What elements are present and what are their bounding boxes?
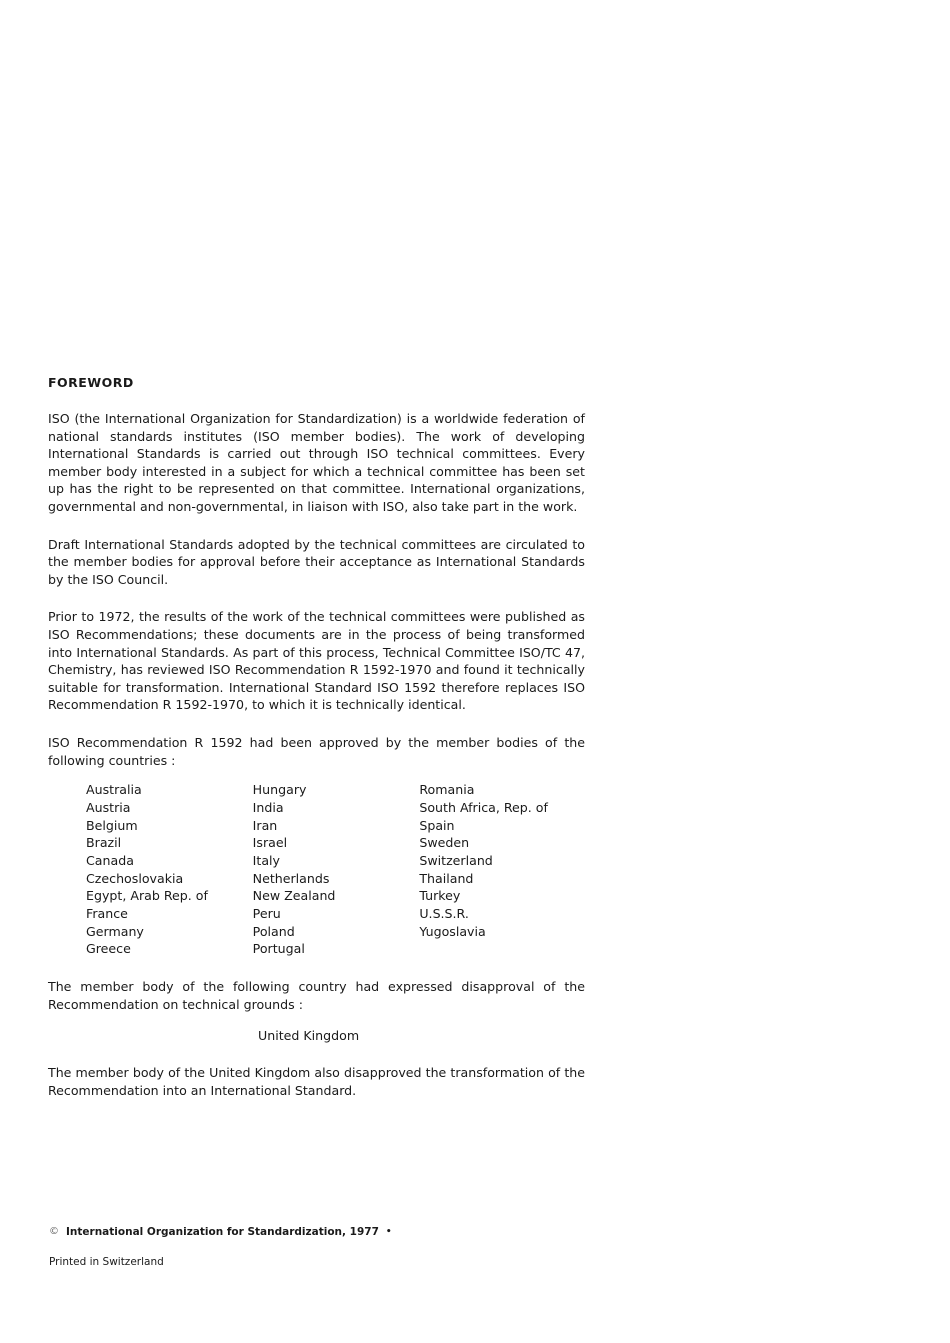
country-item: Switzerland	[419, 852, 493, 868]
country-item: Greece	[86, 941, 131, 957]
country-item: France	[86, 906, 128, 922]
copyright-line	[49, 1224, 392, 1240]
country-item: New Zealand	[252, 888, 336, 904]
country-item: Egypt, Arab Rep. of	[86, 888, 208, 904]
paragraph-approval: ISO Recommendation R 1592 had been approved by the member bodies of the following countries :	[48, 734, 585, 768]
country-item: Sweden	[419, 835, 470, 851]
country-item: U.S.S.R.	[419, 906, 469, 922]
foreword-section	[48, 374, 585, 1120]
country-item: Spain	[419, 817, 455, 833]
country-item: Hungary	[252, 782, 307, 798]
country-item: Canada	[86, 852, 134, 868]
paragraph-disapproval: The member body of the following country had expressed disapproval of the Recommendation on technical grounds :	[48, 979, 585, 1012]
country-item: Italy	[252, 852, 280, 868]
copyright-icon: ©	[49, 1226, 59, 1237]
country-item: Portugal	[252, 941, 305, 957]
paragraph-history: Prior to 1972, the results of the work of the technical committees were published as ISO Recommendations; these documents are in the process of being transformed into International Standards. As part of this process, Technical Committee ISO/TC 47, Chemistry, has reviewed ISO Recommendation R 1592-1970 and found it technically suitable for transformation. International Standard ISO 1592 therefore replaces ISO Recommendation R 1592-1970, to which it is technically identical.	[48, 609, 585, 713]
country-item: Czechoslovakia	[86, 870, 184, 886]
country-item: Poland	[252, 923, 295, 939]
country-item: South Africa, Rep. of	[419, 799, 548, 815]
bullet-icon: •	[385, 1227, 392, 1237]
country-item: Israel	[252, 835, 288, 851]
country-item: Peru	[252, 906, 281, 922]
country-item: Yugoslavia	[419, 923, 486, 939]
country-item: Thailand	[419, 870, 474, 886]
country-item: Australia	[86, 782, 142, 798]
country-item: India	[252, 799, 284, 815]
countries-column-1	[86, 781, 253, 958]
country-item: Netherlands	[252, 870, 330, 886]
printed-in: Printed in Switzerland	[49, 1256, 164, 1268]
countries-column-2	[253, 781, 420, 958]
paragraph-iso-intro: ISO (the International Organization for Standardization) is a worldwide federation of national standards institutes (ISO member bodies). The work of developing International Standards is carried out through ISO technical committees. Every member body interested in a subject for which a technical committee has been set up has the right to be represented on that committee. International organizations, governmental and non-governmental, in liaison with ISO, also take part in the work.	[48, 411, 585, 514]
foreword-heading: FOREWORD	[48, 375, 134, 390]
countries-column-3	[419, 781, 586, 958]
country-item: Brazil	[86, 835, 122, 851]
copyright-text: International Organization for Standardization, 1977	[66, 1226, 379, 1238]
country-item: Austria	[86, 799, 131, 815]
country-item: Turkey	[419, 888, 461, 904]
country-item: Belgium	[86, 817, 138, 833]
paragraph-draft-standards: Draft International Standards adopted by the technical committees are circulated to the member bodies for approval before their acceptance as International Standards by the ISO Council.	[48, 536, 585, 587]
country-item: Iran	[252, 817, 278, 833]
country-item: Romania	[419, 782, 475, 798]
country-item: Germany	[86, 923, 144, 939]
disapproving-country: United Kingdom	[258, 1028, 360, 1044]
paragraph-final: The member body of the United Kingdom also disapproved the transformation of the Recommendation into an International Standard.	[48, 1065, 585, 1098]
approving-countries-list	[86, 781, 586, 958]
